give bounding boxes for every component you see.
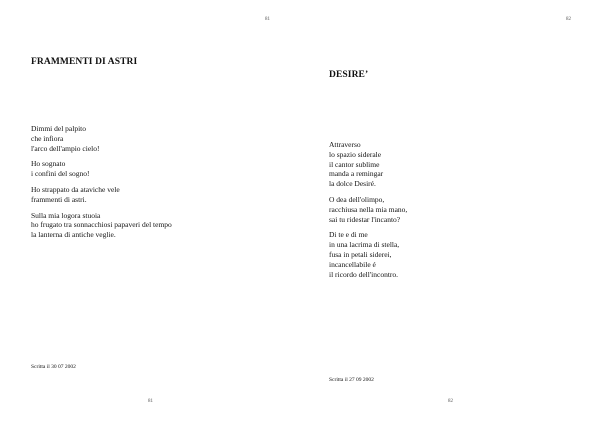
poem-line: ho frugato tra sonnacchiosi papaveri del tempo (31, 220, 172, 230)
stanza (31, 185, 271, 205)
stanza (31, 159, 271, 179)
poem-line: Di te e di me (329, 230, 368, 240)
poem-line: sai tu ridestar l'incanto? (329, 214, 401, 224)
stanza (329, 140, 569, 189)
poem-title: FRAMMENTI DI ASTRI (31, 57, 138, 67)
stanza (31, 211, 271, 240)
poem-line: che infiora (31, 133, 64, 143)
poem-line: Dimmi del palpito (31, 124, 86, 133)
poem-line: Ho sognato (31, 159, 66, 169)
stanza (31, 124, 271, 153)
page-number-top: 82 (566, 17, 571, 22)
poem-line: fusa in petali siderei, (329, 249, 392, 259)
poem-line: Ho strappato da ataviche vele (31, 184, 120, 194)
poem-line: frammenti di astri. (31, 194, 87, 204)
poem-body (329, 140, 569, 285)
poem-line: la dolce Desiré. (329, 179, 376, 189)
poem-body (31, 124, 271, 246)
poem-line: il ricordo dell'incontro. (329, 269, 399, 279)
poem-line: manda a remingar (329, 169, 384, 179)
poem-line: in una lacrima di stella, (329, 240, 400, 250)
poem-line: i confini del sogno! (31, 169, 90, 179)
page-number-bottom: 81 (148, 399, 153, 404)
poem-line: Sulla mia logora stuoia (31, 210, 101, 220)
right-page (300, 0, 600, 424)
poem-line: Attraverso (329, 140, 361, 149)
poem-date: Scritta il 27 09 2002 (329, 377, 374, 383)
page-number-top: 81 (265, 17, 270, 22)
poem-date: Scritta il 30 07 2002 (31, 364, 76, 370)
poem-line: lo spazio siderale (329, 149, 382, 159)
poem-line: l'arco dell'ampio cielo! (31, 143, 100, 153)
poem-line: O dea dell'olimpo, (329, 194, 385, 204)
poem-line: incancellabile é (329, 259, 376, 269)
stanza (329, 230, 569, 279)
poem-line: la lanterna di antiche veglie. (31, 230, 116, 240)
poem-line: il cantor sublime (329, 159, 380, 169)
page-number-bottom: 82 (448, 399, 453, 404)
stanza (329, 195, 569, 224)
poem-line: racchiusa nella mia mano, (329, 204, 408, 214)
poem-title: DESIRE’ (329, 70, 369, 80)
